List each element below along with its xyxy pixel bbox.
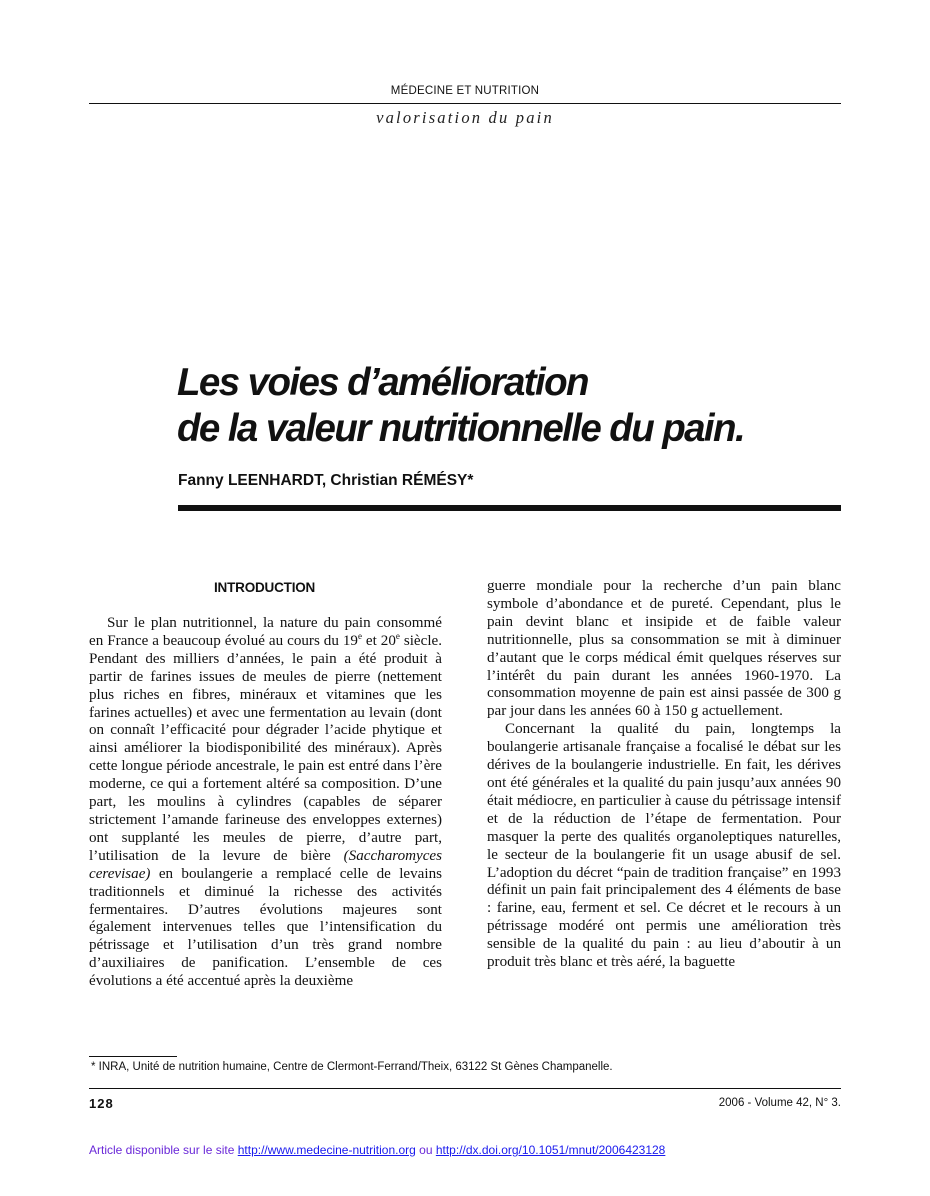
journal-name: MÉDECINE ET NUTRITION xyxy=(390,85,540,97)
availability-notice xyxy=(89,1143,665,1157)
footnote: * INRA, Unité de nutrition humaine, Centre de Clermont-Ferrand/Theix, 63122 St Gènes Champanelle. xyxy=(91,1061,613,1073)
column-right xyxy=(487,578,841,972)
header-rule xyxy=(89,103,841,104)
article-title xyxy=(177,360,744,452)
column-left xyxy=(89,615,442,991)
journal-site-link[interactable]: http://www.medecine-nutrition.org xyxy=(237,1143,416,1157)
section-title: valorisation du pain xyxy=(376,108,554,127)
availability-prefix: Article disponible sur le site xyxy=(89,1143,238,1157)
title-line-2: de la valeur nutritionnelle du pain. xyxy=(177,407,745,450)
footer-rule xyxy=(89,1088,841,1089)
paragraph: Sur le plan nutritionnel, la nature du pain consommé en France a beaucoup évolué au cours du 19e et 20e siècle. Pendant des milliers d’années, le pain a été produit à partir de farines issues de meules de pierre (nettement plus riches en fibres, minéraux et vitamines que les farines actuelles) et avec une fermentation au levain (dont on connaît l’efficacité pour dégrader l’acide phytique et ainsi améliorer la biodisponibilité des minéraux). Après cette longue période ancestrale, le pain est entré dans l’ère moderne, ce qui a fortement altéré sa composition. D’une part, les moulins à cylindres (capables de séparer strictement l’amande farineuse des enveloppes externes) ont supplanté les meules de pierre, d’autre part, l’utilisation de la levure de bière (Saccharomyces cerevisae) en boulangerie a remplacé celle de levains traditionnels et diminué la richesse des activités fermentaires. D’autres évolutions majeures sont également intervenues telles que l’intensification du pétrissage et l’utilisation d’un très grand nombre d’auxiliaires de panification. L’ensemble de ces évolutions a été accentué après la deuxième xyxy=(89,615,442,990)
superscript: e xyxy=(395,630,400,641)
page-number: 128 xyxy=(89,1096,114,1111)
species-name: (Saccharomyces cerevisae) xyxy=(89,847,442,882)
issue-info: 2006 - Volume 42, N° 3. xyxy=(718,1097,841,1109)
footnote-rule xyxy=(89,1056,177,1057)
section-heading: INTRODUCTION xyxy=(214,580,316,595)
title-line-1: Les voies d’amélioration xyxy=(177,361,588,404)
availability-separator: ou xyxy=(415,1143,436,1157)
superscript: e xyxy=(357,630,362,641)
paragraph: guerre mondiale pour la recherche d’un pain blanc symbole d’abondance et de pureté. Cependant, plus le pain devint blanc et insipide et de faible valeur nutritionnelle, plus sa consommation se mit à diminuer d’autant que le corps médical émit quelques réserves sur l’intérêt du pain durant les années 1960-1970. La consommation moyenne de pain est ainsi passée de 300 g par jour dans les années 60 à 150 g actuellement. xyxy=(487,578,841,720)
paragraph: Concernant la qualité du pain, longtemps la boulangerie artisanale française a focalisé le débat sur les dérives de la boulangerie industrielle. En fait, les dérives ont été générales et la qualité du pain jusqu’aux années 90 était médiocre, en particulier à cause du pétrissage intensif et de la réduction de l’étape de fermentation. Pour masquer la perte des qualités organoleptiques naturelles, le secteur de la boulangerie fit un usage abusif de sel. L’adoption du décret “pain de tradition française” en 1993 définit un pain fait principalement des 4 éléments de base : farine, eau, ferment et sel. Ce décret et le recours à un pétrissage modéré ont permis une amélioration très sensible de la qualité du pain : au lieu d’aboutir à un produit très blanc et très aéré, la baguette xyxy=(487,721,841,971)
doi-link[interactable]: http://dx.doi.org/10.1051/mnut/2006423128 xyxy=(435,1143,666,1157)
title-bar xyxy=(178,505,841,511)
authors: Fanny LEENHARDT, Christian RÉMÉSY* xyxy=(178,472,474,489)
